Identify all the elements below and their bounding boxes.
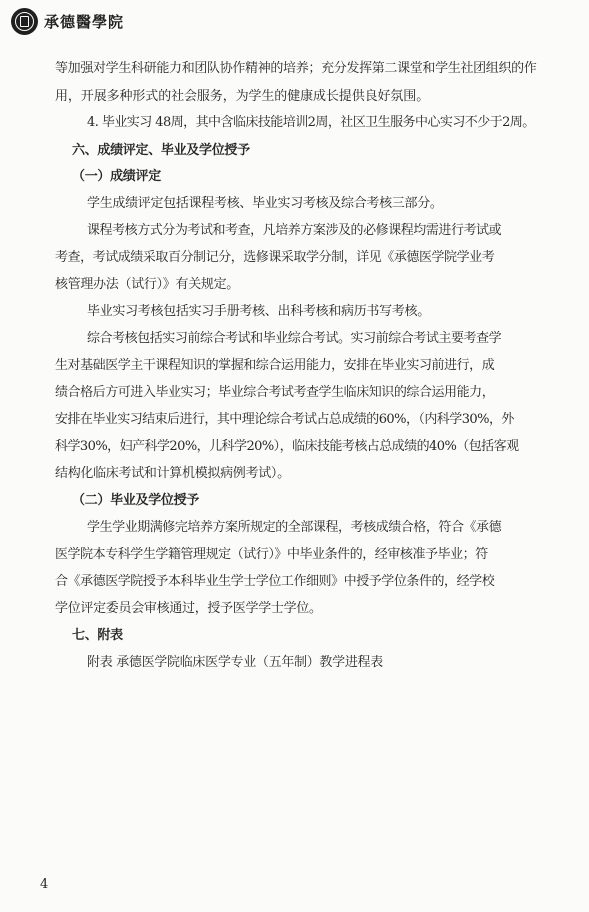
body-line-7: 课程考核方式分为考试和考查，凡培养方案涉及的必修课程均需进行考试或 xyxy=(87,223,502,238)
section-6-heading: 六、成绩评定、毕业及学位授予 xyxy=(72,143,250,158)
college-name: 承德醫學院 xyxy=(44,12,125,31)
body-line-14: 安排在毕业实习结束后进行，其中理论综合考试占总成绩的60%，（内科学30%，外 xyxy=(55,412,514,427)
page-number: 4 xyxy=(40,877,49,892)
body-line-19: 医学院本专科学生学籍管理规定（试行）》中毕业条件的，经审核准予毕业；符 xyxy=(55,547,488,562)
body-line-8: 考查，考试成绩采取百分制记分，选修课采取学分制，详见《承德医学院学业考 xyxy=(55,250,495,265)
body-line-10: 毕业实习考核包括实习手册考核、出科考核和病历书写考核。 xyxy=(87,304,430,319)
college-logo-icon xyxy=(11,8,38,35)
page-header xyxy=(11,6,124,36)
section-7-heading: 七、附表 xyxy=(72,628,123,643)
body-line-12: 生对基础医学主干课程知识的掌握和综合运用能力，安排在毕业实习前进行，成 xyxy=(55,358,495,373)
body-line-21: 学位评定委员会审核通过，授予医学学士学位。 xyxy=(55,601,322,616)
body-line-16: 结构化临床考试和计算机模拟病例考试）。 xyxy=(55,466,290,481)
body-line-6: 学生成绩评定包括课程考核、毕业实习考核及综合考核三部分。 xyxy=(87,196,443,211)
body-line-18: 学生学业期满修完培养方案所规定的全部课程，考核成绩合格，符合《承德 xyxy=(87,520,502,535)
body-line-11: 综合考核包括实习前综合考试和毕业综合考试。实习前综合考试主要考查学 xyxy=(87,331,502,346)
body-line-13: 绩合格后方可进入毕业实习；毕业综合考试考查学生临床知识的综合运用能力， xyxy=(55,385,495,400)
body-line-9: 核管理办法（试行）》有关规定。 xyxy=(55,277,240,292)
body-line-2: 用，开展多种形式的社会服务，为学生的健康成长提供良好氛围。 xyxy=(55,89,430,104)
body-line-1: 等加强对学生科研能力和团队协作精神的培养；充分发挥第二课堂和学生社团组织的作 xyxy=(55,61,537,76)
appendix-line: 附表 承德医学院临床医学专业（五年制）教学进程表 xyxy=(87,655,383,670)
subsection-1-heading: （一）成绩评定 xyxy=(72,169,161,184)
body-line-15: 科学30%，妇产科学20%，儿科学20%），临床技能考核占总成绩的40%（包括客观 xyxy=(55,439,519,454)
body-line-3: 4. 毕业实习 48周，其中含临床技能培训2周，社区卫生服务中心实习不少于2周。 xyxy=(87,115,535,130)
subsection-2-heading: （二）毕业及学位授予 xyxy=(72,493,200,508)
body-line-20: 合《承德医学院授予本科毕业生学士学位工作细则》中授予学位条件的，经学校 xyxy=(55,574,495,589)
